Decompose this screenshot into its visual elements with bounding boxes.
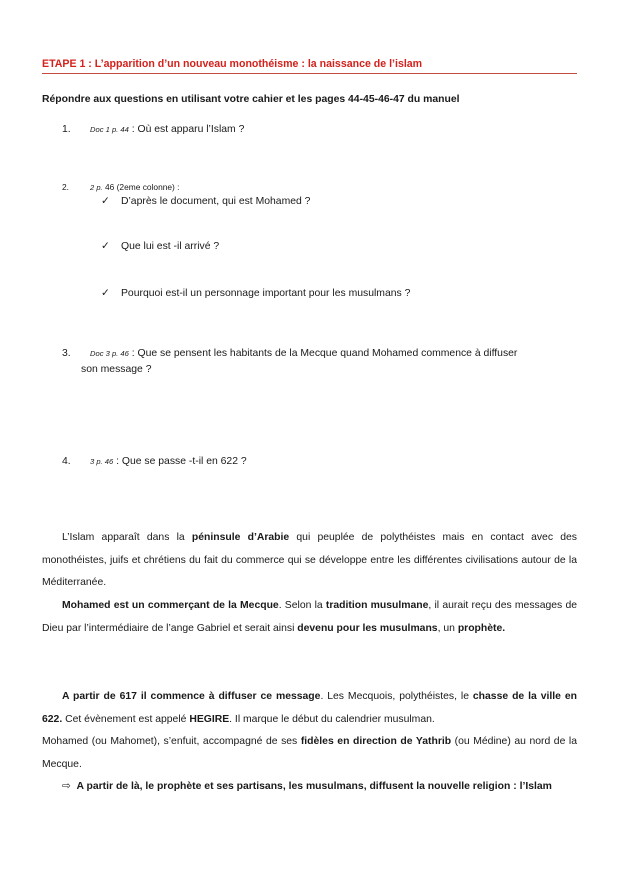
lesson-paragraph-3 — [42, 686, 577, 799]
question-text: : Que se passe -t-il en 622 ? — [113, 456, 247, 467]
question-text: : Où est apparu l’Islam ? — [128, 124, 245, 135]
conclusion: A partir de là, le prophète et ses partisans, les musulmans, diffusent la nouvelle religion : l’Islam — [76, 781, 552, 792]
question-1 — [62, 124, 244, 135]
question-4 — [62, 456, 247, 467]
sub-question — [101, 240, 219, 252]
question-number: 1. — [62, 124, 71, 135]
question-3-continued: son message ? — [81, 364, 152, 375]
page-title: ETAPE 1 : L’apparition d’un nouveau monothéisme : la naissance de l’islam — [42, 58, 423, 70]
question-number: 2. — [62, 182, 69, 192]
sub-question-text: D’après le document, qui est Mohamed ? — [121, 196, 311, 207]
doc-reference: 3 p. 46 — [90, 457, 114, 466]
text: . Selon la — [278, 600, 326, 611]
instructions: Répondre aux questions en utilisant votre cahier et les pages 44-45-46-47 du manuel — [42, 94, 460, 105]
keyword: chasse de la ville en 622. — [42, 691, 577, 725]
keyword: A partir de 617 il commence à diffuser ce message — [62, 691, 321, 702]
question-text: : Que se pensent les habitants de la Mecque quand Mohamed commence à diffuser — [128, 348, 518, 359]
doc-reference-rest: 46 (2eme colonne) : — [102, 182, 180, 192]
title-underline — [42, 73, 577, 74]
checkmark-icon: ✓ — [101, 288, 110, 299]
keyword: devenu pour les musulmans — [297, 622, 438, 634]
lesson-paragraph-1 — [42, 527, 577, 595]
keyword: tradition musulmane — [325, 600, 429, 611]
lesson-paragraph-2 — [42, 595, 577, 640]
keyword: fidèles en direction de Yathrib — [300, 736, 452, 747]
text: L’Islam apparaît dans la — [62, 532, 192, 543]
question-number: 3. — [62, 348, 71, 359]
sub-question — [101, 287, 410, 299]
text: Cet évènement est appelé — [62, 713, 190, 725]
question-number: 4. — [62, 456, 71, 467]
checkmark-icon: ✓ — [101, 196, 110, 207]
keyword: prophète. — [457, 622, 506, 634]
text: qui peuplée de polythéistes mais en contact avec des monothéistes, juifs et chrétiens du fait du commerce qui se développe entre les différentes civilisations autour de la Méditerranée. — [42, 532, 577, 588]
sub-question-text: Que lui est -il arrivé ? — [121, 241, 220, 252]
text: . Les Mecquois, polythéistes, le — [320, 691, 473, 702]
doc-reference: Doc 1 p. 44 — [90, 125, 129, 134]
text: Mohamed (ou Mahomet), s’enfuit, accompagné de ses — [42, 736, 301, 747]
text: , il aurait reçu des messages de Dieu par l’intermédiaire de l’ange Gabriel et serait ainsi — [42, 600, 578, 634]
sub-question-text: Pourquoi est-il un personnage important pour les musulmans ? — [121, 288, 411, 299]
arrow-icon: ⇨ — [62, 781, 71, 792]
keyword: Mohamed est un commerçant de la Mecque — [62, 600, 279, 611]
keyword: HEGIRE — [189, 713, 230, 725]
question-3 — [62, 348, 517, 359]
text: , un — [437, 622, 458, 634]
doc-reference: 2 p. — [90, 183, 103, 192]
sub-question — [101, 195, 310, 207]
doc-reference: Doc 3 p. 46 — [90, 349, 129, 358]
checkmark-icon: ✓ — [101, 241, 110, 252]
text: . Il marque le début du calendrier musulman. — [229, 713, 435, 725]
keyword: péninsule d’Arabie — [191, 532, 290, 543]
question-2 — [62, 182, 180, 193]
text: (ou Médine) au nord de la Mecque. — [42, 736, 578, 770]
